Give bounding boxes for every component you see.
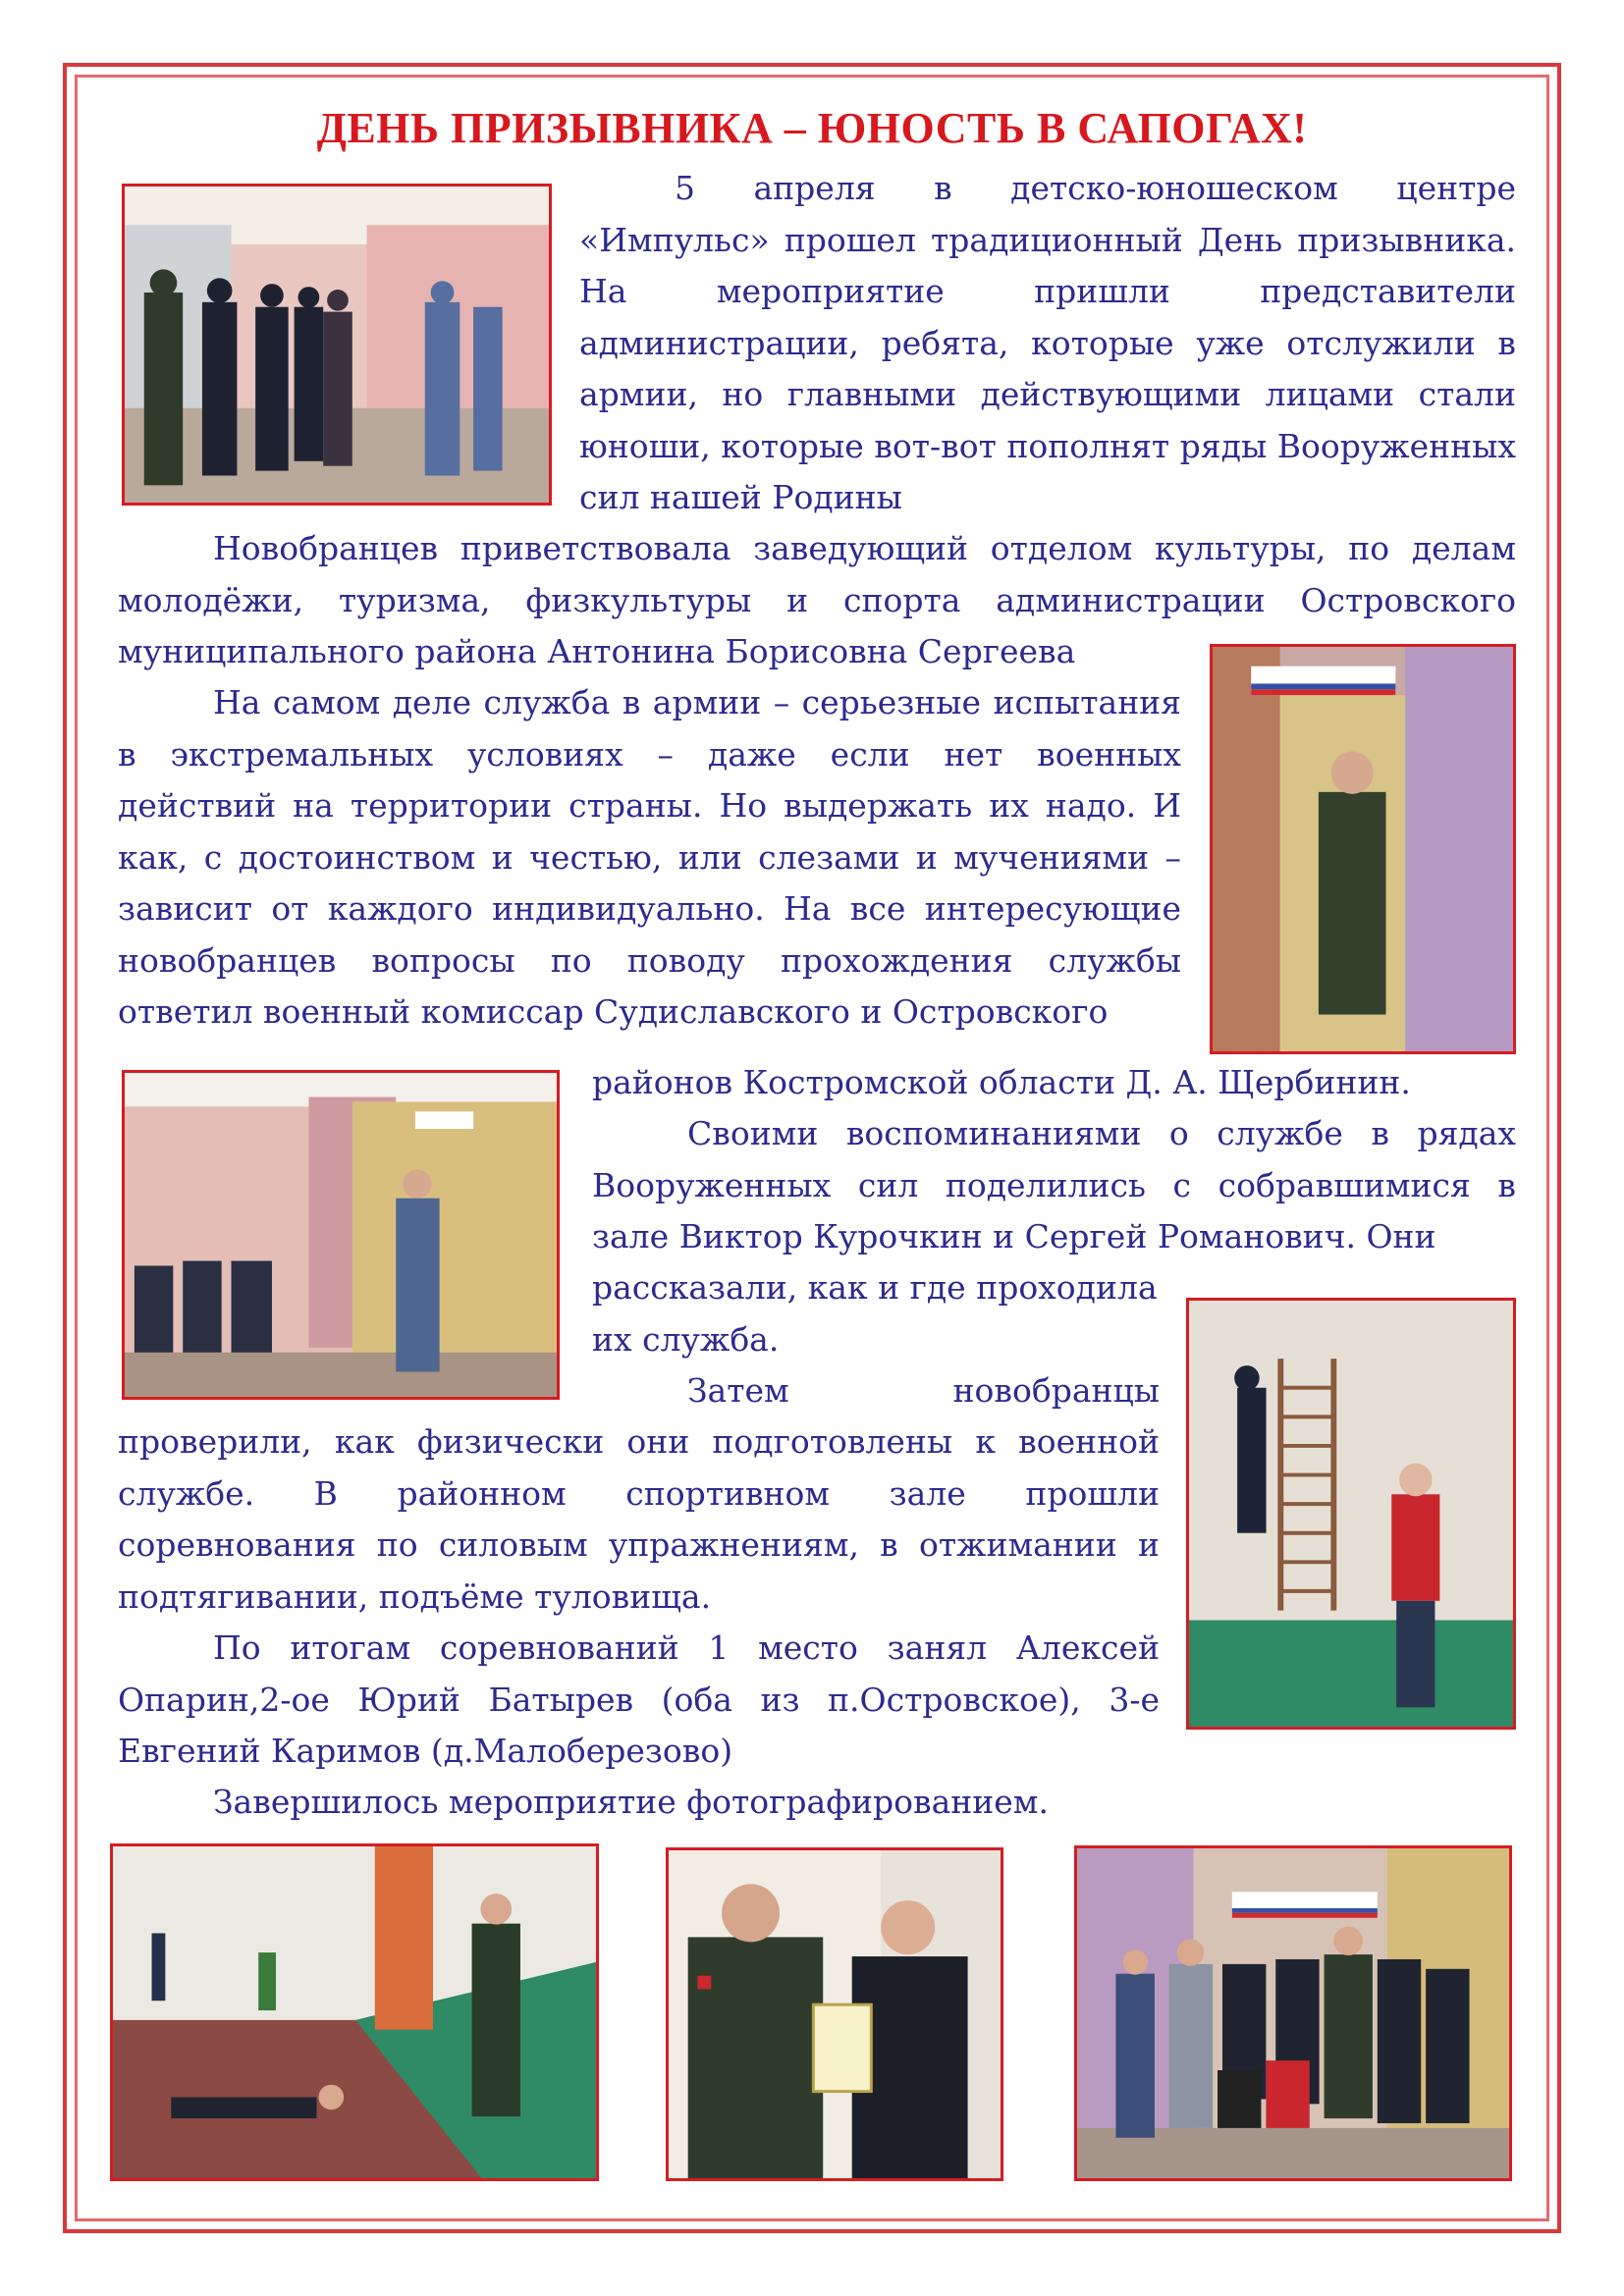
article-title: ДЕНЬ ПРИЗЫВНИКА – ЮНОСТЬ В САПОГАХ! xyxy=(316,104,1308,152)
paragraph-service-text: На самом деле служба в армии – серьезные испытания в экстремальных условиях – даже если нет военных действий на территории страны. Но выдержать их надо. И как, с достоинством и честью, или слезами и мучениями – зависит от каждого индивидуально. На все интересующие новобранцев вопросы по поводу прохождения службы ответил военный комиссар Судиславского и Островского xyxy=(118,683,1181,1031)
paragraph-greeting-text: Новобранцев приветствовала заведующий отделом культуры, по делам молодёжи, туризма, физкультуры и спорта администрации Островского муниципального района Антонина Борисовна Сергеева xyxy=(118,529,1516,670)
paragraph-fitness-text: проверили, как физически они подготовлены к военной службе. В районном спортивном зале прошли соревнования по силовым упражнениям, в отжимании и подтягивании, подъёме туловища. xyxy=(118,1422,1160,1616)
paragraph-intro-text: 5 апреля в детско-юношеском центре «Импульс» прошел традиционный День призывника. На мероприятие пришли представители администрации, ребята, которые уже отслужили в армии, но главными действующими лицами стали юноши, которые вот-вот пополнят ряды Вооруженных сил нашей Родины xyxy=(579,169,1516,516)
photo-veteran-speech xyxy=(122,1070,560,1400)
photo-pullups xyxy=(1186,1298,1516,1730)
paragraph-commissar-end-text: районов Костромской области Д. А. Щербинин. xyxy=(592,1063,1411,1101)
photo-conscripts-lineup xyxy=(122,184,552,506)
paragraph-fitness-start xyxy=(592,1365,1160,1417)
paragraph-memories-end-line2: их служба. xyxy=(592,1319,780,1359)
paragraph-memories-end-line1: рассказали, как и где проходила xyxy=(592,1268,1158,1307)
paragraph-closing xyxy=(118,1777,1160,1829)
paragraph-results-text: По итогам соревнований 1 место занял Алексей Опарин,2-ое Юрий Батырев (оба из п.Островское), 3-е Евгений Каримов (д.Малоберезово) xyxy=(118,1629,1160,1770)
paragraph-memories-text: Своими воспоминаниями о службе в рядах Вооруженных сил поделились с собравшимися в зале Виктор Курочкин и Сергей Романович. Они xyxy=(592,1114,1516,1255)
paragraph-fitness xyxy=(118,1416,1160,1623)
paragraph-results xyxy=(118,1623,1160,1778)
paragraph-service xyxy=(118,677,1181,1039)
photo-pushups xyxy=(110,1843,599,2181)
paragraph-commissar-end xyxy=(592,1057,1516,1109)
paragraph-fitness-start-text: Затем новобранцы xyxy=(687,1371,1160,1410)
photo-award-certificate xyxy=(666,1847,1003,2181)
paragraph-closing-text: Завершилось мероприятие фотографированием. xyxy=(213,1783,1049,1821)
photo-commissar xyxy=(1210,644,1516,1054)
photo-group-final xyxy=(1074,1845,1512,2181)
paragraph-memories-end xyxy=(592,1262,1171,1365)
paragraph-intro xyxy=(579,163,1516,524)
paragraph-memories xyxy=(592,1108,1516,1263)
